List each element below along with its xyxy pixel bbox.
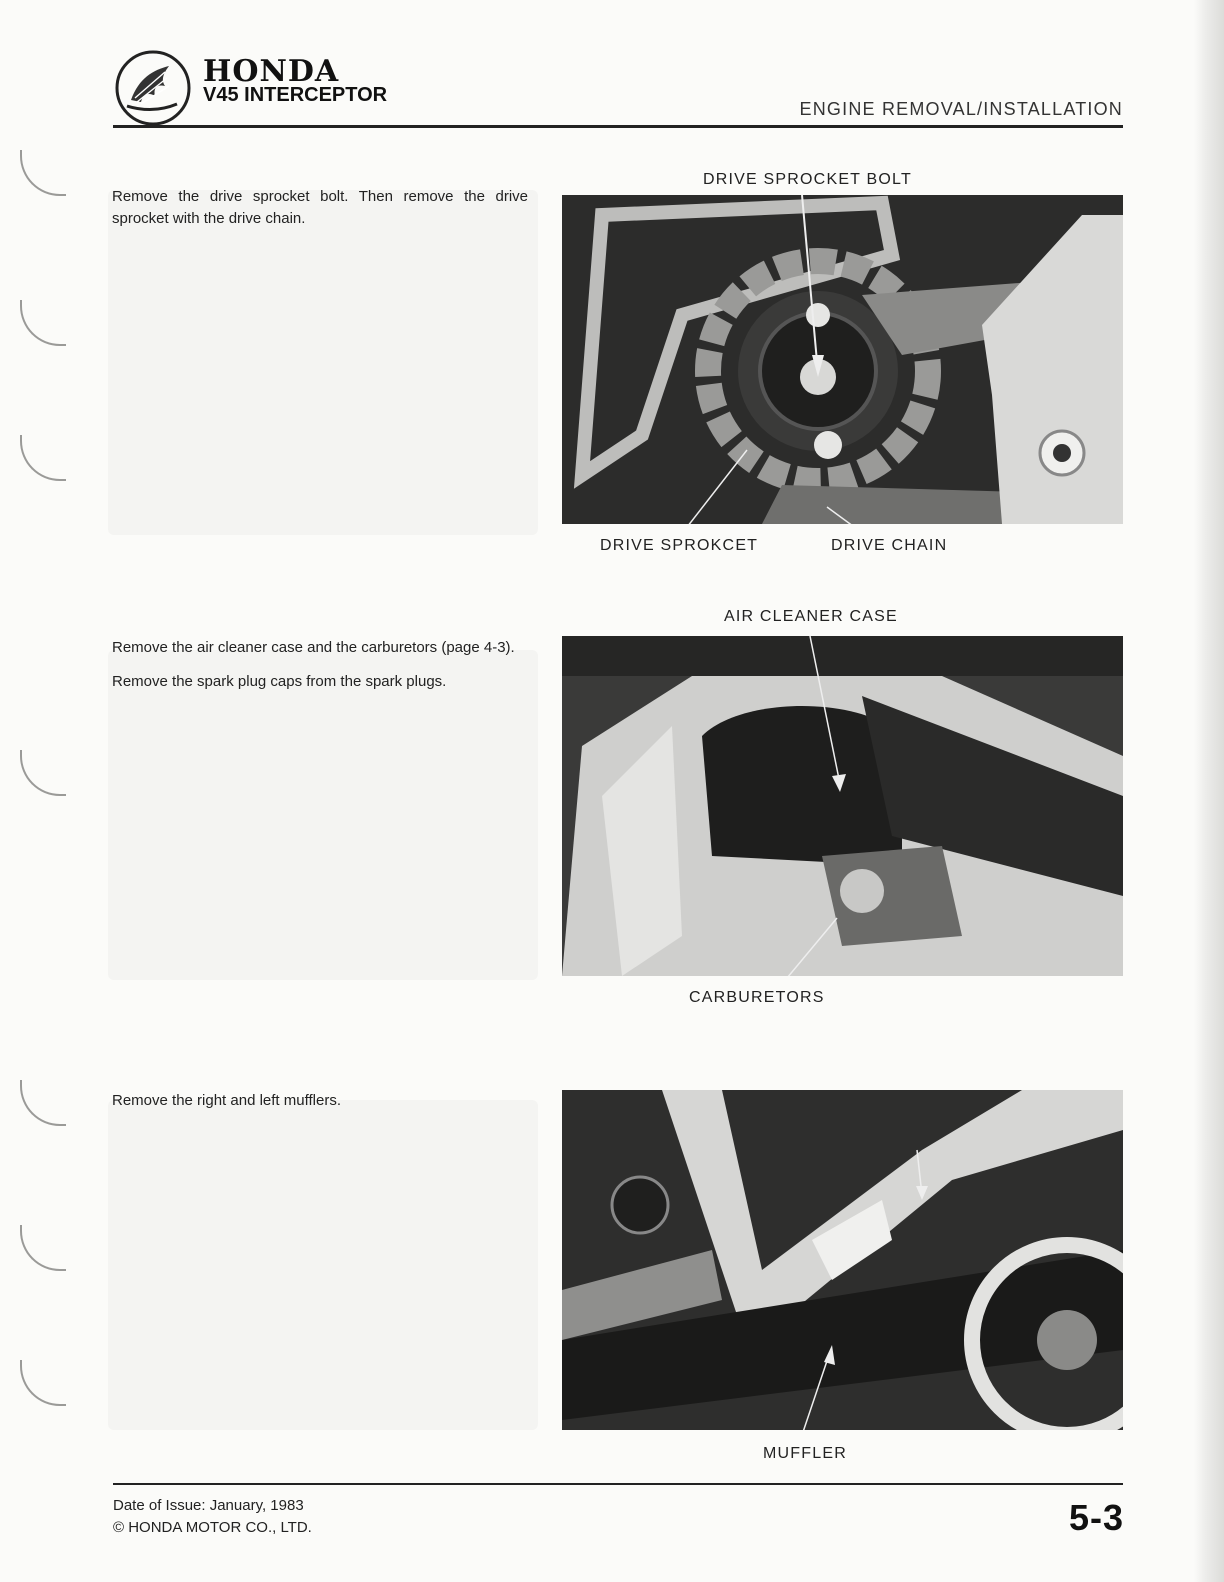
step-1-paragraph: Remove the drive sprocket bolt. Then remove the drive sprocket with the drive chain.	[112, 188, 528, 227]
binder-hole	[20, 1080, 66, 1126]
step-2-instructions	[112, 637, 528, 705]
page-number: 5-3	[1068, 1497, 1124, 1538]
drive-chain-label: DRIVE CHAIN	[831, 537, 948, 554]
step-3-instructions	[112, 1090, 528, 1124]
model-name: V45 INTERCEPTOR	[203, 84, 388, 106]
drive-sprocket-bolt-label: DRIVE SPROCKET BOLT	[703, 171, 912, 188]
step-1-instructions	[112, 186, 528, 242]
carburetors-label: CARBURETORS	[689, 989, 825, 1006]
page-edge-shadow	[1194, 0, 1224, 1582]
step-2-paragraph: Remove the air cleaner case and the carburetors (page 4-3).	[112, 639, 515, 656]
muffler-label: MUFFLER	[763, 1445, 847, 1462]
header-rule	[113, 125, 1123, 128]
brand-name: HONDA	[203, 54, 340, 89]
binder-hole	[20, 150, 66, 196]
binder-hole	[20, 1225, 66, 1271]
bleed-through-shadow	[108, 1100, 538, 1430]
drive-sprocket-photo	[562, 195, 1123, 524]
binder-hole	[20, 750, 66, 796]
binder-hole	[20, 435, 66, 481]
muffler-photo	[562, 1090, 1123, 1430]
honda-wing-logo-icon	[113, 48, 193, 128]
section-title: ENGINE REMOVAL/INSTALLATION	[799, 99, 1123, 119]
air-cleaner-carburetor-photo	[562, 636, 1123, 976]
binder-hole	[20, 1360, 66, 1406]
footer-rule	[113, 1483, 1123, 1485]
drive-sprocket-label: DRIVE SPROKCET	[600, 537, 759, 554]
air-cleaner-case-label: AIR CLEANER CASE	[724, 608, 898, 625]
binder-hole	[20, 300, 66, 346]
step-3-paragraph: Remove the right and left mufflers.	[112, 1092, 341, 1109]
page-header	[113, 48, 1123, 130]
date-of-issue: Date of Issue: January, 1983	[113, 1497, 304, 1514]
step-2-paragraph: Remove the spark plug caps from the spark plugs.	[112, 673, 447, 690]
copyright: © HONDA MOTOR CO., LTD.	[113, 1519, 312, 1536]
